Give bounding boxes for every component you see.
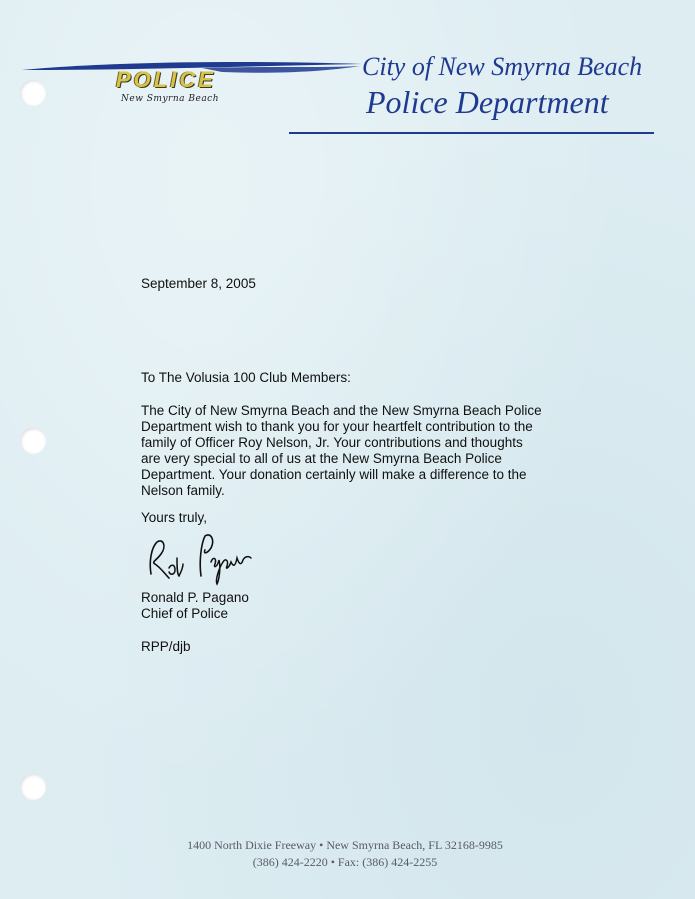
letter-closing: Yours truly,: [141, 510, 208, 525]
letter-body: [141, 403, 561, 499]
letterhead-city: City of New Smyrna Beach: [362, 52, 643, 81]
body-line: Nelson family.: [141, 483, 225, 498]
handwritten-signature: [141, 528, 261, 586]
letterhead-rule: [289, 132, 654, 134]
letterhead-department: Police Department: [366, 84, 609, 120]
signer-title: Chief of Police: [141, 606, 229, 621]
letter-salutation: To The Volusia 100 Club Members:: [141, 370, 351, 385]
footer-phones: (386) 424-2220 • Fax: (386) 424-2255: [252, 855, 438, 869]
body-line: are very special to all of us at the New Smyrna Beach Police: [141, 451, 502, 466]
reference-initials: RPP/djb: [141, 639, 191, 654]
body-line: The City of New Smyrna Beach and the New Smyrna Beach Police: [141, 403, 542, 418]
signer-name: Ronald P. Pagano: [141, 590, 249, 605]
body-line: family of Officer Roy Nelson, Jr. Your contributions and thoughts: [141, 435, 523, 450]
body-line: Department wish to thank you for your heartfelt contribution to the: [141, 419, 533, 434]
binder-hole-bottom: [20, 774, 46, 800]
footer-address: 1400 North Dixie Freeway • New Smyrna Beach, FL 32168-9985: [187, 838, 503, 852]
binder-hole-top: [20, 80, 46, 106]
police-logo: POLICE: [116, 67, 216, 92]
letter-date: September 8, 2005: [141, 276, 256, 291]
police-logo-subtitle: New Smyrna Beach: [121, 94, 220, 104]
binder-hole-middle: [20, 428, 46, 454]
body-line: Department. Your donation certainly will make a difference to the: [141, 467, 527, 482]
